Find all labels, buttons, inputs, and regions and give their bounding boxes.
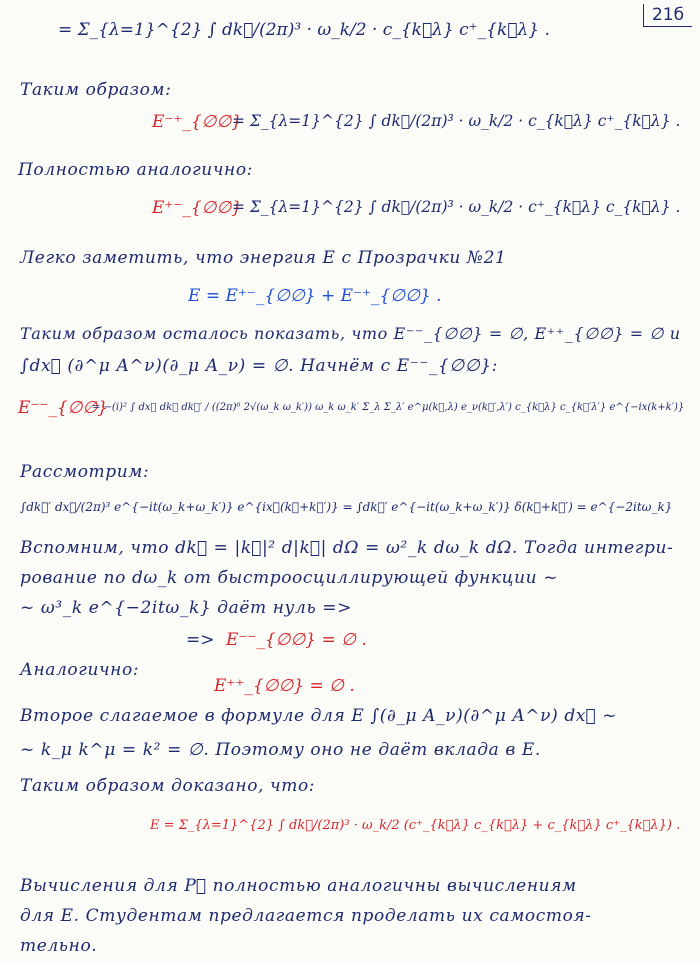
- equation-3-lhs: E⁺⁻_{∅∅}: [152, 198, 243, 218]
- equation-6: ∫dk⃗′ dx⃗/(2π)³ e^{−it(ω_k+ω_k′)} e^{ix⃗(k⃗+k⃗′)} = ∫dk⃗′ e^{−it(ω_k+ω_k′)} δ(k⃗+k⃗′) = e^{−2itω_k}: [20, 500, 673, 514]
- equation-8: E⁺⁺_{∅∅} = ∅ .: [214, 676, 355, 696]
- text-line-2: Полностью аналогично:: [18, 160, 253, 180]
- text-line-5: ∫dx⃗ (∂^μ A^ν)(∂_μ A_ν) = ∅. Начнём с E⁻⁻_{∅∅}:: [20, 356, 498, 376]
- page-number: 21б: [643, 4, 692, 27]
- implies-arrow: =>: [186, 630, 215, 650]
- text-line-4: Таким образом осталось показать, что E⁻⁻_{∅∅} = ∅, E⁺⁺_{∅∅} = ∅ и: [20, 324, 681, 343]
- text-line-12: Второе слагаемое в формуле для E ∫(∂_μ A_ν)(∂^μ A^ν) dx⃗ ~: [20, 706, 618, 726]
- equation-2-rhs: = Σ_{λ=1}^{2} ∫ dk⃗/(2π)³ · ω_k/2 · c_{k⃗λ} c⁺_{k⃗λ} .: [232, 112, 681, 130]
- text-line-1: Таким образом:: [20, 80, 172, 100]
- equation-5-lhs: E⁻⁻_{∅∅}: [18, 398, 109, 418]
- equation-2-lhs: E⁻⁺_{∅∅}: [152, 112, 243, 132]
- equation-5-rhs: = −(i)² ∫ dx⃗ dk⃗ dk⃗′ / ((2π)⁶ 2√(ω_k ω_k′)) ω_k ω_k′ Σ_λ Σ_λ′ e^μ(k⃗,λ) e_ν(k⃗′,λ′) c_{k⃗λ} c_{k⃗′λ′} e^{−ix(k+k′)}: [92, 402, 685, 413]
- text-line-15: Вычисления для P⃗ полностью аналогичны вычислениям: [20, 876, 577, 896]
- text-line-14: Таким образом доказано, что:: [20, 776, 316, 796]
- text-line-13: ~ k_μ k^μ = k² = ∅. Поэтому оно не даёт вклада в E.: [20, 740, 541, 760]
- text-line-16: для E. Студентам предлагается проделать их самостоя-: [20, 906, 592, 926]
- text-line-11: Аналогично:: [20, 660, 140, 680]
- text-line-7: Вспомним, что dk⃗ = |k⃗|² d|k⃗| dΩ = ω²_k dω_k dΩ. Тогда интегри-: [20, 538, 674, 558]
- equation-9: E = Σ_{λ=1}^{2} ∫ dk⃗/(2π)³ · ω_k/2 (c⁺_{k⃗λ} c_{k⃗λ} + c_{k⃗λ} c⁺_{k⃗λ}) .: [150, 818, 681, 833]
- text-line-3: Легко заметить, что энергия E с Прозрачки №21: [20, 248, 507, 268]
- equation-4: E = E⁺⁻_{∅∅} + E⁻⁺_{∅∅} .: [188, 286, 442, 306]
- text-line-8: рование по dω_k от быстроосциллирующей функции ~: [20, 568, 559, 588]
- equation-1: = Σ_{λ=1}^{2} ∫ dk⃗/(2π)³ · ω_k/2 · c_{k⃗λ} c⁺_{k⃗λ} .: [58, 20, 550, 40]
- equation-3-rhs: = Σ_{λ=1}^{2} ∫ dk⃗/(2π)³ · ω_k/2 · c⁺_{k⃗λ} c_{k⃗λ} .: [232, 198, 681, 216]
- text-line-9: ~ ω³_k e^{−2itω_k} даёт нуль =>: [20, 598, 352, 618]
- text-line-17: тельно.: [20, 936, 98, 956]
- text-line-6: Рассмотрим:: [20, 462, 150, 482]
- equation-7: E⁻⁻_{∅∅} = ∅ .: [226, 630, 367, 650]
